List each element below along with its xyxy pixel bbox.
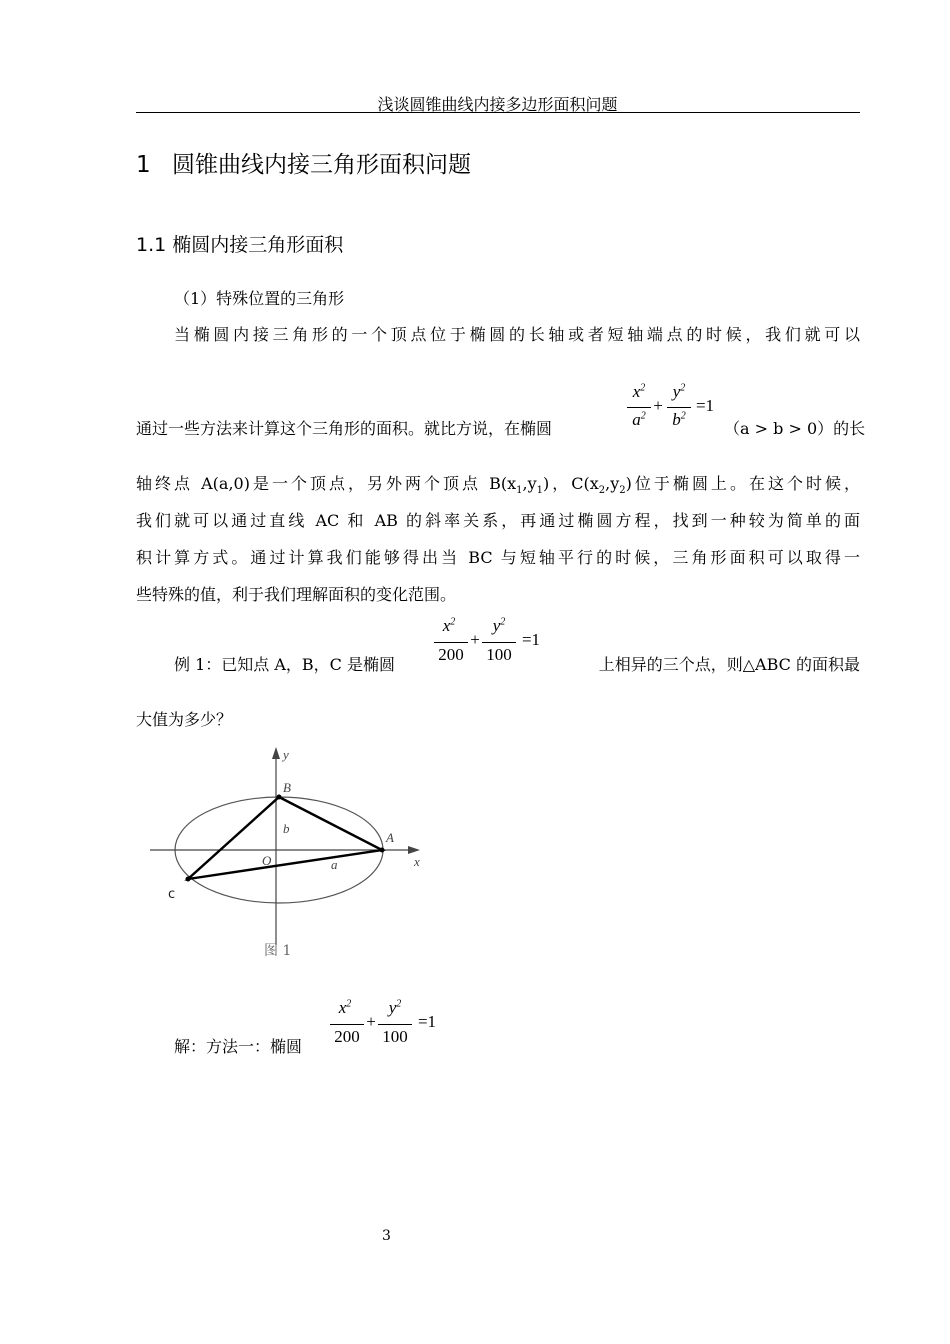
label-semi-major: a xyxy=(331,857,338,872)
figure-caption: 图 1 xyxy=(264,943,292,959)
point-c xyxy=(186,877,191,882)
running-header: 浅谈圆锥曲线内接多边形面积问题 xyxy=(377,95,618,114)
formula1-den-a: $a^2$ xyxy=(632,410,646,429)
para1-line6: 些特殊的值，利于我们理解面积的变化范围。 xyxy=(136,585,457,604)
formula3-bar1 xyxy=(330,1024,364,1025)
formula3-plus: + xyxy=(366,1012,376,1031)
formula3-num-x: $x^2$ xyxy=(338,998,352,1017)
formula3-bar2 xyxy=(378,1024,412,1025)
point-a xyxy=(380,848,385,853)
para1-line1: 当椭圆内接三角形的一个顶点位于椭圆的长轴或者短轴端点的时候，我们就可以 xyxy=(174,325,860,344)
label-origin: O xyxy=(262,853,272,868)
section-heading xyxy=(136,146,471,179)
label-point-c: c xyxy=(168,887,176,902)
solution-text: 解：方法一：椭圆 xyxy=(174,1037,303,1056)
formula1-equals: =1 xyxy=(695,396,715,415)
page-number: 3 xyxy=(382,1228,391,1244)
formula2-bar1 xyxy=(434,642,468,643)
example1-line2: 大值为多少？ xyxy=(136,710,233,729)
formula2-plus: + xyxy=(470,630,480,649)
formula2-equals: =1 xyxy=(521,630,541,649)
label-y-axis: y xyxy=(283,747,289,762)
formula1-plus: + xyxy=(653,396,663,415)
section-title: 圆锥曲线内接三角形面积问题 xyxy=(172,152,471,178)
formula2-bar2 xyxy=(482,642,516,643)
subsection-heading: 1.1 椭圆内接三角形面积 xyxy=(136,234,344,256)
example1-right: 上相异的三个点，则△ABC 的面积最 xyxy=(598,655,860,674)
formula1-den-b: $b^2$ xyxy=(672,410,686,429)
formula3-den-200: 200 xyxy=(334,1027,360,1046)
formula1-num-x: $x^2$ xyxy=(632,382,646,401)
y-axis-arrow-icon xyxy=(272,747,280,759)
formula3-num-y: $y^2$ xyxy=(388,998,402,1017)
label-point-b: B xyxy=(283,780,291,795)
formula2-num-y: $y^2$ xyxy=(492,616,506,635)
para1-line4: 我们就可以通过直线 AC 和 AB 的斜率关系，再通过椭圆方程，找到一种较为简单的面 xyxy=(136,511,860,530)
formula2-den-100: 100 xyxy=(486,645,512,664)
subheading-special-triangle: （1）特殊位置的三角形 xyxy=(174,289,345,308)
para1-line2-right: （a > b > 0）的长 xyxy=(724,419,866,438)
example1-left: 例 1：已知点 A，B，C 是椭圆 xyxy=(174,655,395,674)
formula1-num-y: $y^2$ xyxy=(672,382,686,401)
formula1-bar1 xyxy=(627,407,651,408)
ellipse-formula-solution xyxy=(326,996,442,1052)
triangle-abc xyxy=(188,797,382,879)
label-point-a: A xyxy=(386,830,394,845)
section-number: 1 xyxy=(136,152,151,178)
ellipse-formula-example xyxy=(430,614,546,670)
point-b xyxy=(277,795,282,800)
label-semi-minor: b xyxy=(283,821,290,836)
formula1-bar2 xyxy=(667,407,691,408)
x-axis-arrow-icon xyxy=(408,846,420,854)
header-rule xyxy=(136,112,860,113)
figure-ellipse-triangle xyxy=(138,745,438,967)
para1-line2-left: 通过一些方法来计算这个三角形的面积。就比方说，在椭圆 xyxy=(136,419,553,438)
formula2-num-x: $x^2$ xyxy=(442,616,456,635)
label-x-axis: x xyxy=(414,854,420,869)
formula3-equals: =1 xyxy=(417,1012,437,1031)
ellipse-formula-general xyxy=(624,380,724,436)
para1-line3: 轴终点 A(a,0)是一个顶点，另外两个顶点 $B(x_1,y_1)$，$C(x_2,y_2)$位于椭圆上。在这个时候， xyxy=(136,474,860,497)
formula2-den-200: 200 xyxy=(438,645,464,664)
formula3-den-100: 100 xyxy=(382,1027,408,1046)
para1-line5: 积计算方式。通过计算我们能够得出当 BC 与短轴平行的时候，三角形面积可以取得一 xyxy=(136,548,860,567)
